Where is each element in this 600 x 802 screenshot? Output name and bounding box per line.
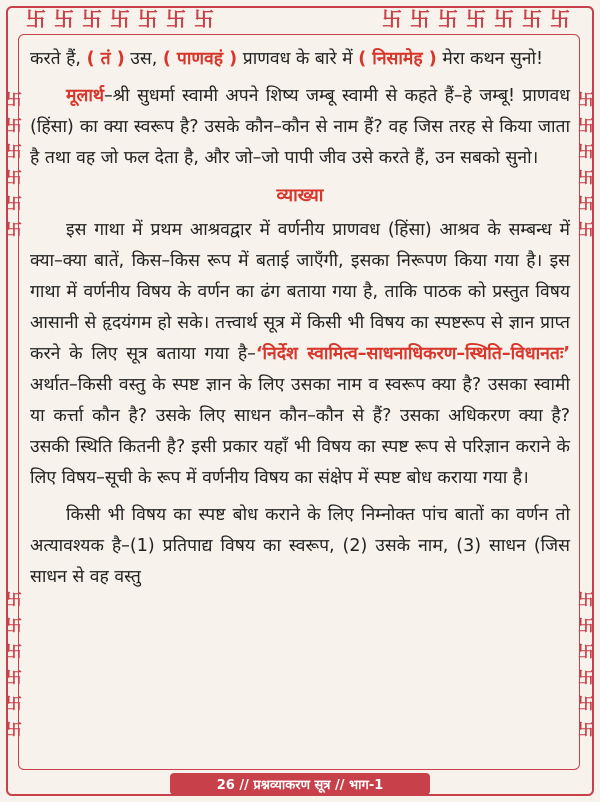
paragraph-1-mid1: उस, xyxy=(124,49,163,69)
section-heading: व्याख्या xyxy=(276,185,324,206)
swastika-icon: 卐 xyxy=(578,142,595,161)
page-body xyxy=(30,44,570,599)
left-motifs-bottom xyxy=(6,592,22,738)
swastika-icon: 卐 xyxy=(578,642,595,661)
paragraph-4 xyxy=(30,500,570,593)
term-panavaham: ( पाणवहं ) xyxy=(162,49,238,69)
swastika-icon: 卐 xyxy=(578,194,595,213)
swastika-icon: 卐 xyxy=(138,7,158,31)
swastika-icon: 卐 xyxy=(578,694,595,713)
swastika-icon: 卐 xyxy=(6,220,23,239)
term-tam: ( तं ) xyxy=(86,49,125,69)
swastika-icon: 卐 xyxy=(6,720,23,739)
swastika-icon: 卐 xyxy=(494,7,514,31)
swastika-icon: 卐 xyxy=(578,720,595,739)
swastika-icon: 卐 xyxy=(522,7,542,31)
swastika-icon: 卐 xyxy=(578,168,595,187)
swastika-icon: 卐 xyxy=(6,194,23,213)
paragraph-4-text: किसी भी विषय का स्पष्ट बोध कराने के लिए निम्नोक्त पांच बातों का वर्णन तो अत्यावश्यक है–(1) प्रतिपाद्य विषय का स्वरूप, (2) उसके नाम, (3) साधन (जिस साधन से वह वस्तु xyxy=(30,505,570,587)
swastika-icon: 卐 xyxy=(410,7,430,31)
swastika-icon: 卐 xyxy=(82,7,102,31)
swastika-icon: 卐 xyxy=(6,168,23,187)
swastika-icon: 卐 xyxy=(550,7,570,31)
swastika-icon: 卐 xyxy=(578,116,595,135)
moolarth-label: मूलार्थ xyxy=(66,86,105,106)
right-motifs-bottom xyxy=(578,592,594,738)
swastika-icon: 卐 xyxy=(382,7,402,31)
swastika-icon: 卐 xyxy=(578,220,595,239)
swastika-icon: 卐 xyxy=(466,7,486,31)
top-right-motifs xyxy=(382,9,570,29)
swastika-icon: 卐 xyxy=(6,590,23,609)
paragraph-1-mid2: प्राणवध के बारे में xyxy=(237,49,359,69)
swastika-icon: 卐 xyxy=(6,616,23,635)
swastika-icon: 卐 xyxy=(578,616,595,635)
paragraph-3 xyxy=(30,215,570,494)
swastika-icon: 卐 xyxy=(6,90,23,109)
swastika-icon: 卐 xyxy=(54,7,74,31)
sutra-quote: ‘निर्देश स्वामित्व–साधनाधिकरण–स्थिति–विधानतः’ xyxy=(255,344,570,364)
paragraph-2 xyxy=(30,81,570,174)
swastika-icon: 卐 xyxy=(6,116,23,135)
swastika-icon: 卐 xyxy=(578,590,595,609)
page-footer: 26 // प्रश्नव्याकरण सूत्र // भाग-1 xyxy=(170,773,430,795)
paragraph-3-post: अर्थात–किसी वस्तु के स्पष्ट ज्ञान के लिए उसका नाम व स्वरूप क्या है? उसका स्वामी या कर्त्ता कौन है? उसके लिए साधन कौन–कौन से हैं? उसका अधिकरण क्या है? उसकी स्थिति कितनी है? इसी प्रकार यहाँ भी विषय का स्पष्ट रूप से परिज्ञान कराने के लिए विषय–सूची के रूप में वर्णनीय विषय का संक्षेप में स्पष्ट बोध कराया गया है। xyxy=(30,375,570,488)
swastika-icon: 卐 xyxy=(6,142,23,161)
right-motifs-top xyxy=(578,92,594,238)
left-motifs-top xyxy=(6,92,22,238)
swastika-icon: 卐 xyxy=(110,7,130,31)
top-left-motifs xyxy=(26,9,214,29)
swastika-icon: 卐 xyxy=(438,7,458,31)
paragraph-1-pre: करते हैं, xyxy=(30,49,87,69)
swastika-icon: 卐 xyxy=(26,7,46,31)
paragraph-2-text: –श्री सुधर्मा स्वामी अपने शिष्य जम्बू स्वामी से कहते हैं–हे जम्बू! प्राणवध (हिंसा) का क्या स्वरूप है? उसके कौन–कौन से नाम हैं? वह जिस तरह से किया जाता है तथा वह जो फल देता है, और जो–जो पापी जीव उसे करते हैं, उन सबको सुनो। xyxy=(30,86,570,168)
term-nisameha: ( निसामेह ) xyxy=(358,49,437,69)
paragraph-1 xyxy=(30,44,570,75)
swastika-icon: 卐 xyxy=(6,642,23,661)
swastika-icon: 卐 xyxy=(166,7,186,31)
swastika-icon: 卐 xyxy=(6,694,23,713)
swastika-icon: 卐 xyxy=(578,668,595,687)
paragraph-3-pre: इस गाथा में प्रथम आश्रवद्वार में वर्णनीय प्राणवध (हिंसा) आश्रव के सम्बन्ध में क्या–क्या बातें, किस–किस रूप में बताई जाएँगी, इसका निरूपण किया गया है। इस गाथा में वर्णनीय विषय के वर्णन का ढंग बताया गया है, ताकि पाठक को प्रस्तुत विषय आसानी से हृदयंगम हो सके। तत्त्वार्थ सूत्र में किसी भी विषय का स्पष्टरूप से ज्ञान प्राप्त करने के लिए सूत्र बताया गया है– xyxy=(30,220,570,364)
swastika-icon: 卐 xyxy=(194,7,214,31)
swastika-icon: 卐 xyxy=(6,668,23,687)
swastika-icon: 卐 xyxy=(578,90,595,109)
paragraph-1-post: मेरा कथन सुनो! xyxy=(436,49,544,69)
